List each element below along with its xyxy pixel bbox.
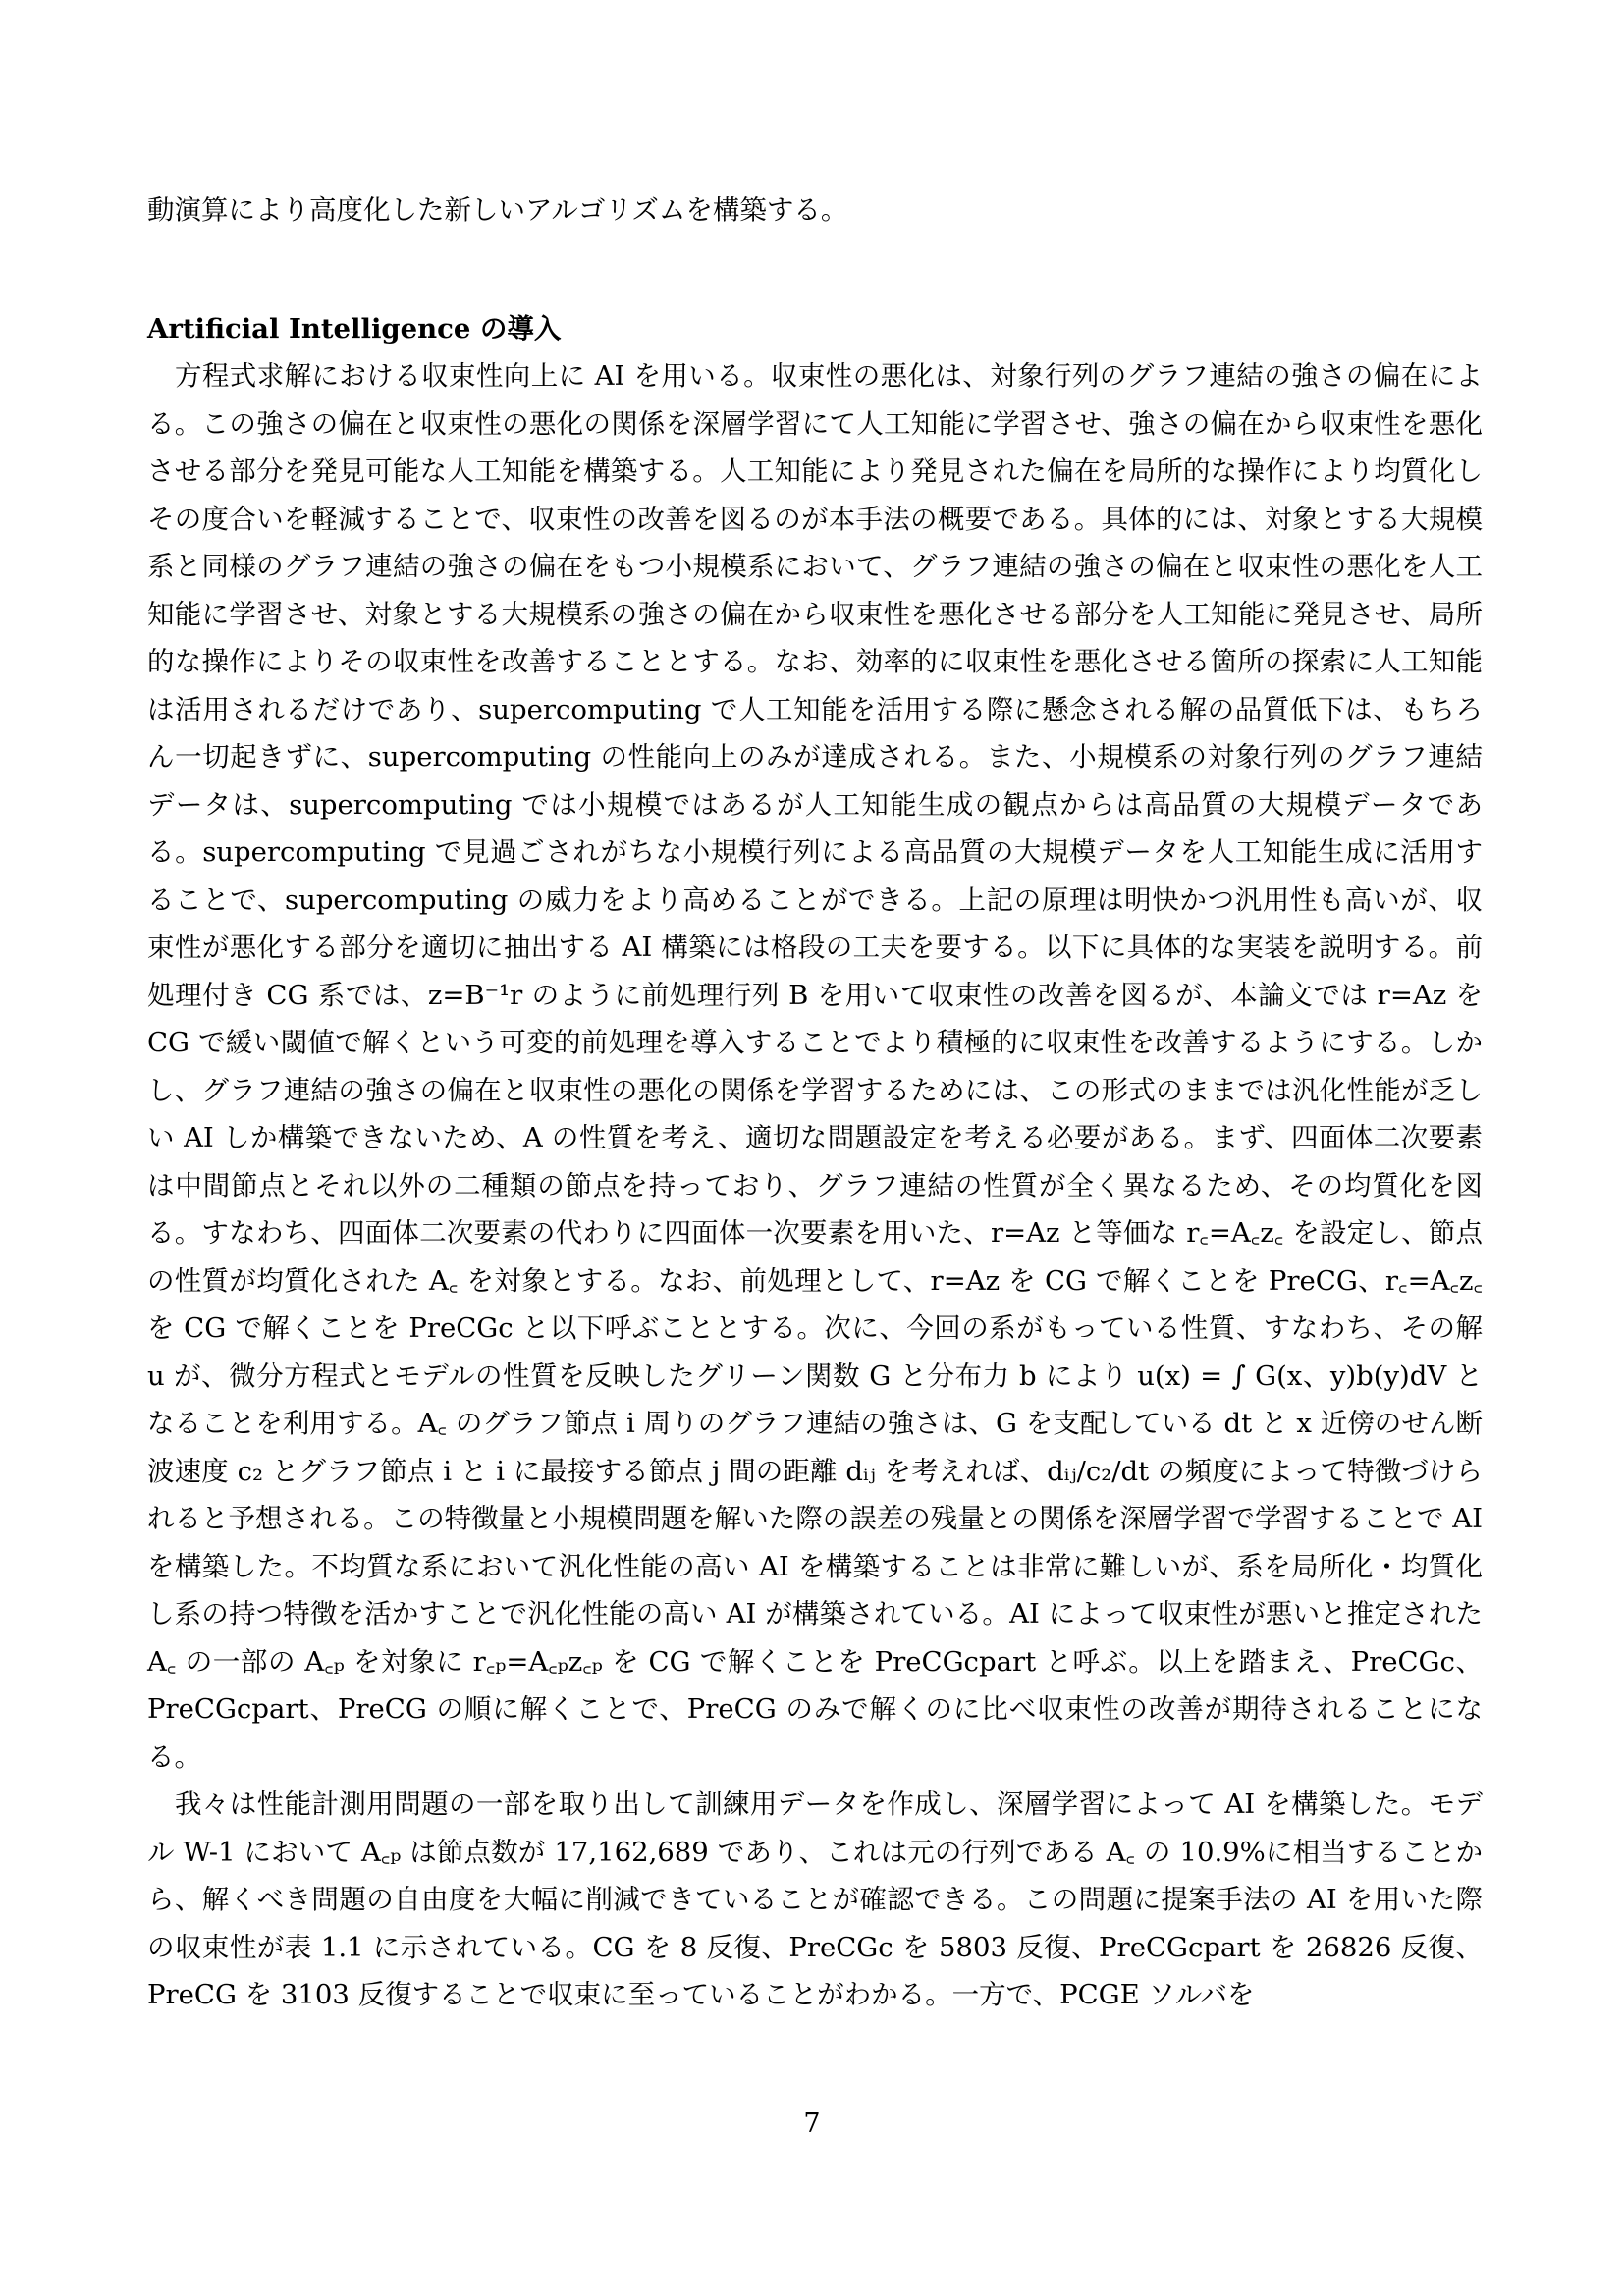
paragraph-1: 方程式求解における収束性向上に AI を用いる。収束性の悪化は、対象行列のグラフ連結の強さの偏在による。この強さの偏在と収束性の悪化の関係を深層学習にて人工知能に学習させ、強さの偏在から収束性を悪化させる部分を発見可能な人工知能を構築する。人工知能により発見された偏在を局所的な操作により均質化しその度合いを軽減することで、収束性の改善を図るのが本手法の概要である。具体的には、対象とする大規模系と同様のグラフ連結の強さの偏在をもつ小規模系において、グラフ連結の強さの偏在と収束性の悪化を人工知能に学習させ、対象とする大規模系の強さの偏在から収束性を悪化させる部分を人工知能に発見させ、局所的な操作によりその収束性を改善することとする。なお、効率的に収束性を悪化させる箇所の探索に人工知能は活用されるだけであり、supercomputing で人工知能を活用する際に懸念される解の品質低下は、もちろん一切起きずに、supercomputing の性能向上のみが達成される。また、小規模系の対象行列のグラフ連結データは、supercomputing では小規模ではあるが人工知能生成の観点からは高品質の大規模データである。supercomputing で見過ごされがちな小規模行列による高品質の大規模データを人工知能生成に活用することで、supercomputing の威力をより高めることができる。上記の原理は明快かつ汎用性も高いが、収束性が悪化する部分を適切に抽出する AI 構築には格段の工夫を要する。以下に具体的な実装を説明する。前処理付き CG 系では、z=B⁻¹r のように前処理行列 B を用いて収束性の改善を図るが、本論文では r=Az を CG で緩い閾値で解くという可変的前処理を導入することでより積極的に収束性を改善するようにする。しかし、グラフ連結の強さの偏在と収束性の悪化の関係を学習するためには、この形式のままでは汎化性能が乏しい AI しか構築できないため、A の性質を考え、適切な問題設定を考える必要がある。まず、四面体二次要素は中間節点とそれ以外の二種類の節点を持っており、グラフ連結の性質が全く異なるため、その均質化を図る。すなわち、四面体二次要素の代わりに四面体一次要素を用いた、r=Az と等価な r꜀=A꜀z꜀ を設定し、節点の性質が均質化された A꜀ を対象とする。なお、前処理として、r=Az を CG で解くことを PreCG、r꜀=A꜀z꜀ を CG で解くことを PreCGc と以下呼ぶこととする。次に、今回の系がもっている性質、すなわち、その解 u が、微分方程式とモデルの性質を反映したグリーン関数 G と分布力 b により u(x) = ∫ G(x、y)b(y)dV となることを利用する。A꜀ のグラフ節点 i 周りのグラフ連結の強さは、G を支配している dt と x 近傍のせん断波速度 c₂ とグラフ節点 i と i に最接する節点 j 間の距離 dᵢⱼ を考えれば、dᵢⱼ/c₂/dt の頻度によって特徴づけられると予想される。この特徴量と小規模問題を解いた際の誤差の残量との関係を深層学習で学習することで AI を構築した。不均質な系において汎化性能の高い AI を構築することは非常に難しいが、系を局所化・均質化し系の持つ特徴を活かすことで汎化性能の高い AI が構築されている。AI によって収束性が悪いと推定された A꜀ の一部の A꜀ₚ を対象に r꜀ₚ=A꜀ₚz꜀ₚ を CG で解くことを PreCGcpart と呼ぶ。以上を踏まえ、PreCGc、PreCGcpart、PreCG の順に解くことで、PreCG のみで解くのに比べ収束性の改善が期待されることになる。 <box>147 360 1483 1773</box>
section-heading: Artificial Intelligence の導入 <box>147 312 562 345</box>
lead-line: 動演算により高度化した新しいアルゴリズムを構築する。 <box>147 194 848 226</box>
page-number: 7 <box>803 2109 821 2139</box>
document-body <box>147 187 1483 2019</box>
paragraph-2: 我々は性能計測用問題の一部を取り出して訓練用データを作成し、深層学習によって AI を構築した。モデル W-1 において A꜀ₚ は節点数が 17,162,689 であり、これは元の行列である A꜀ の 10.9%に相当することから、解くべき問題の自由度を大幅に削減できていることが確認できる。この問題に提案手法の AI を用いた際の収束性が表 1.1 に示されている。CG を 8 反復、PreCGc を 5803 反復、PreCGcpart を 26826 反復、PreCG を 3103 反復することで収束に至っていることがわかる。一方で、PCGE ソルバを <box>147 1789 1483 2010</box>
